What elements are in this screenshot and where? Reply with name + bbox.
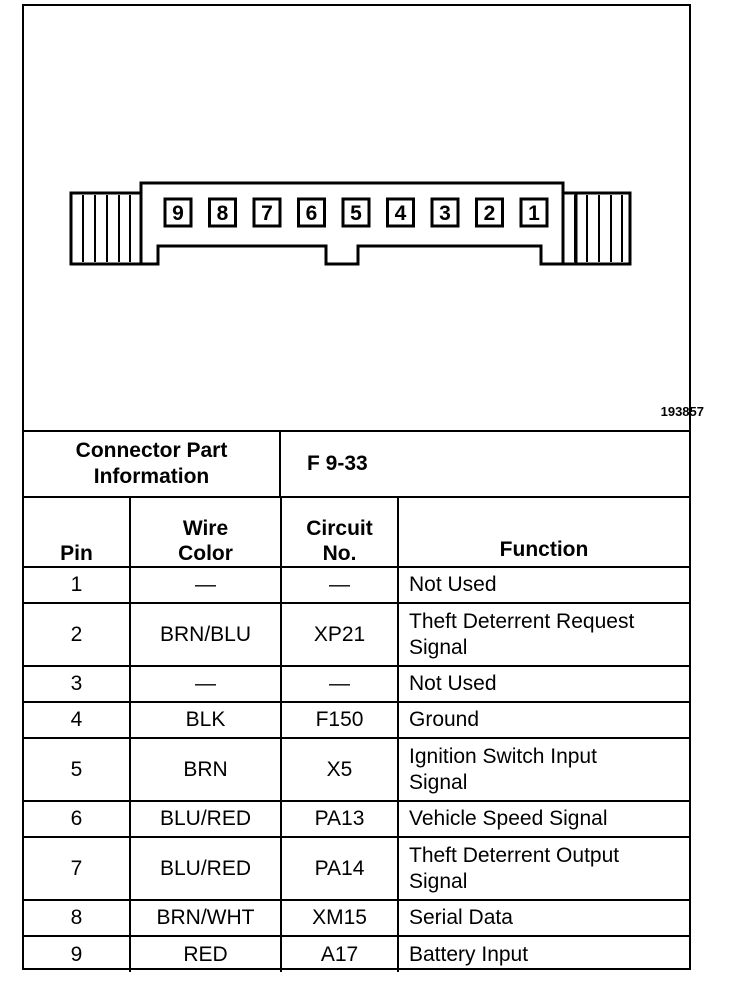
wire-color-cell: BRN/WHT (130, 900, 281, 936)
pin-cell: 3 (24, 666, 130, 702)
table-row (24, 900, 689, 936)
wire-color-cell: BLU/RED (130, 801, 281, 837)
table-row (24, 837, 689, 900)
pin-cell: 8 (24, 900, 130, 936)
wire-color-cell: BLU/RED (130, 837, 281, 900)
pin-cavities (165, 199, 547, 226)
circuit-cell: X5 (281, 738, 398, 801)
function-cell: Not Used (398, 567, 689, 603)
pin-label-8: 8 (216, 202, 229, 225)
circuit-cell: — (281, 666, 398, 702)
col-header-pin: Pin (24, 497, 130, 567)
function-cell: Vehicle Speed Signal (398, 801, 689, 837)
figure-id: 193857 (660, 404, 704, 419)
wire-color-cell: BRN/BLU (130, 603, 281, 666)
wire-color-cell: — (130, 567, 281, 603)
function-cell: Theft Deterrent Request Signal (398, 603, 689, 666)
wire-color-cell: BLK (130, 702, 281, 738)
circuit-cell: — (281, 567, 398, 603)
col-header-function: Function (398, 497, 689, 567)
circuit-cell: XP21 (281, 603, 398, 666)
pin-label-5: 5 (350, 202, 362, 225)
pin-label-6: 6 (305, 202, 318, 225)
pin-label-4: 4 (394, 202, 407, 225)
pin-cell: 6 (24, 801, 130, 837)
pin-cell: 4 (24, 702, 130, 738)
connector-part-info (24, 430, 689, 498)
wire-color-cell: RED (130, 936, 281, 972)
connector-face-drawing (24, 6, 689, 426)
pinout-table (24, 496, 689, 972)
circuit-cell: A17 (281, 936, 398, 972)
function-cell: Ignition Switch Input Signal (398, 738, 689, 801)
table-row (24, 567, 689, 603)
pin-label-7: 7 (261, 202, 273, 225)
wire-color-cell: BRN (130, 738, 281, 801)
circuit-cell: F150 (281, 702, 398, 738)
pin-label-1: 1 (528, 202, 540, 225)
function-cell: Theft Deterrent Output Signal (398, 837, 689, 900)
function-cell: Not Used (398, 666, 689, 702)
circuit-cell: PA13 (281, 801, 398, 837)
table-row (24, 936, 689, 972)
part-info-value: F 9-33 (280, 431, 689, 497)
circuit-cell: PA14 (281, 837, 398, 900)
part-info-label (24, 431, 280, 497)
table-header-row (24, 497, 689, 567)
pin-cell: 9 (24, 936, 130, 972)
table-row (24, 603, 689, 666)
wire-color-cell: — (130, 666, 281, 702)
col-header-circuit-no: Circuit No. (281, 497, 398, 567)
function-cell: Ground (398, 702, 689, 738)
table-row (24, 738, 689, 801)
left-latch (71, 193, 141, 264)
diagram-frame (22, 4, 704, 970)
pin-cell: 1 (24, 567, 130, 603)
pin-label-9: 9 (172, 202, 184, 225)
function-cell: Battery Input (398, 936, 689, 972)
table-row (24, 702, 689, 738)
pin-cell: 5 (24, 738, 130, 801)
table-row (24, 666, 689, 702)
right-latch (563, 193, 630, 264)
pin-label-3: 3 (439, 202, 451, 225)
circuit-cell: XM15 (281, 900, 398, 936)
part-info-label-line2: Information (93, 465, 210, 488)
function-cell: Serial Data (398, 900, 689, 936)
col-header-wire-color: Wire Color (130, 497, 281, 567)
pin-cell: 7 (24, 837, 130, 900)
pin-label-2: 2 (483, 202, 496, 225)
pin-cell: 2 (24, 603, 130, 666)
part-info-label-line1: Connector Part (75, 439, 228, 462)
table-row (24, 801, 689, 837)
